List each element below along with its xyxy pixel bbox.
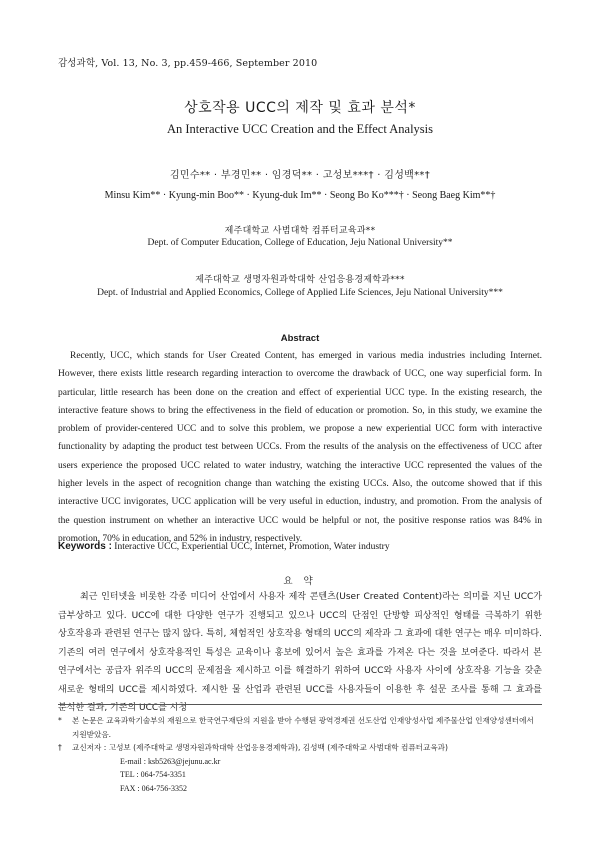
affiliation-2-korean: 제주대학교 생명자원과학대학 산업응용경제학과***	[195, 275, 405, 285]
keywords-line	[58, 541, 542, 552]
keywords-text: Interactive UCC, Experiential UCC, Internet, Promotion, Water industry	[114, 542, 390, 552]
footnote-corresponding	[58, 741, 542, 755]
contact-email: E-mail : ksb5263@jejunu.ac.kr	[120, 756, 221, 766]
title-english: An Interactive UCC Creation and the Effect Analysis	[166, 122, 433, 136]
summary-body: 최근 인터넷을 비롯한 각종 미디어 산업에서 사용자 제작 콘텐츠(User Created Content)라는 의미를 지닌 UCC가 급부상하고 있다. UCC에 대한 다양한 연구가 진행되고 있으나 UCC의 단점인 단방향 피상적인 형태를 극복하기 위한 상호작용과 관련된 연구는 많지 않다. 특히, 체험적인 상호작용 형태의 UCC의 제작과 그 효과에 대한 연구는 매우 미미하다. 기존의 여러 연구에서 상호작용적인 특성은 교육이나 홍보에 있어서 높은 효과를 가져온 다는 것을 보여준다. 따라서 본 연구에서는 공급자 위주의 UCC의 문제점을 제시하고 이를 해결하기 위하여 UCC와 사용자 사이에 상호작용 기능을 갖춘 새로운 형태의 UCC를 제시하였다. 제시한 물 산업과 관련된 UCC를 사용자들이 이용한 후 설문 조사를 통해 그 효과를 분석한 결과, 기존의 UCC를 시청	[58, 592, 542, 713]
contact-fax: FAX : 064-756-3352	[120, 783, 187, 793]
authors-english: Minsu Kim** · Kyung-min Boo** · Kyung-duk Im** · Seong Bo Ko***† · Seong Baeg Kim**†	[104, 190, 496, 201]
contact-tel: TEL : 064-754-3351	[120, 770, 186, 779]
keywords-label: Keywords :	[58, 541, 112, 552]
journal-header: 감성과학, Vol. 13, No. 3, pp.459-466, September 2010	[58, 58, 318, 69]
footnote-mark: *	[58, 716, 62, 725]
abstract-heading: Abstract	[280, 333, 320, 344]
title-korean: 상호작용 UCC의 제작 및 효과 분석*	[184, 100, 416, 116]
abstract-body: Recently, UCC, which stands for User Created Content, has emerged in various media industries including Internet. However, there exists little research regarding interaction to overcome the drawback of UCC, one way superficial form. In particular, little research has been done on the creation and effect of experiential UCC type. In the existing research, the interactive feature shows to bring the effectiveness in the field of education or promotion. So, in this study, we examine the problem of provider-centered UCC and to solve this problem, we propose a new experiential UCC form with interactive functionality by adapting the product test between UCCs. From the results of the analysis on the effectiveness of UCC after users experience the proposed UCC related to water industry, watching the interactive UCC represented the values of the higher levels in the aspect of recognition change than watching the existing UCCs. Also, the outcome showed that if this interactive UCC invigorates, UCC application will be very useful in eduction, industry, and promotion. From the analysis of the question instrument on whether an interactive UCC would be helpful or not, the positive response ratios was 84% in promotion, 70% in education, and 52% in industry, respectively.	[58, 351, 542, 544]
footnote-funding	[58, 714, 542, 741]
footnote-text: 교신저자 : 고성보 (제주대학교 생명자원과학대학 산업응용경제학과), 김성백 (제주대학교 사범대학 컴퓨터교육과)	[72, 743, 448, 752]
summary-heading: 요 약	[283, 576, 317, 587]
authors-korean: 김민수** · 부경민** · 임경덕** · 고성보***† · 김성백**†	[169, 170, 431, 181]
footnote-mark: †	[58, 743, 62, 752]
affiliation-2-english: Dept. of Industrial and Applied Economics, College of Applied Life Sciences, Jeju National University***	[97, 288, 503, 298]
footnote-divider	[58, 704, 542, 705]
affiliation-1-korean: 제주대학교 사범대학 컴퓨터교육과**	[224, 226, 376, 236]
footnotes	[58, 714, 542, 795]
affiliation-1-english: Dept. of Computer Education, College of Education, Jeju National University**	[147, 238, 453, 248]
footnote-text: 본 논문은 교육과학기술부의 재원으로 한국연구재단의 지원을 받아 수행된 광역경제권 선도산업 인재양성사업 제주물산업 인재양성센터에서 지원받았음.	[72, 716, 534, 739]
